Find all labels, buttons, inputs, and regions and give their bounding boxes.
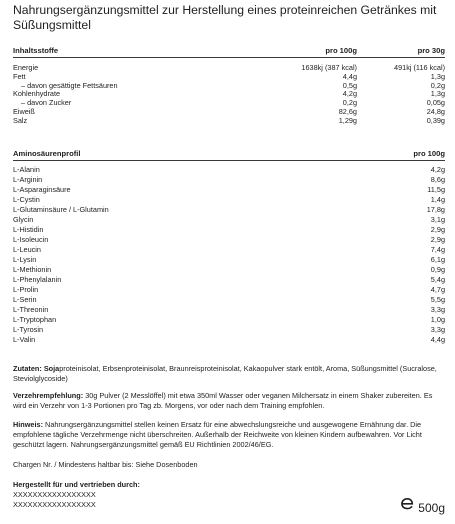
- net-weight: [400, 497, 445, 515]
- amino-row-value: 7,4g: [430, 245, 445, 254]
- amino-row-value: 8,6g: [430, 175, 445, 184]
- amino-row: [13, 315, 445, 325]
- nutrition-row-per-30g: 24,8g: [426, 107, 445, 116]
- estimated-sign-icon: [400, 497, 415, 515]
- nutrition-row-label: Salz: [13, 115, 28, 125]
- notice-text: Nahrungsergänzungsmittel stellen keinen Ersatz für eine abwechslungsreiche und ausgewogene Ernährung dar. Die empfohlene tägliche Verzehrmenge nicht überschreiten. Außerhalb der Reichweite von kleinen Kindern aufbewahren. Vor Licht geschützt lagern. Nahrungsergänzungsmittel gemäß EU Richtlinien 2002/46/EG.: [13, 420, 422, 449]
- amino-row: [13, 185, 445, 195]
- amino-row: [13, 335, 445, 345]
- nutrition-header-label: Inhaltsstoffe: [13, 46, 59, 55]
- amino-row-label: L-Phenylalanin: [13, 275, 62, 284]
- amino-row-value: 0,9g: [430, 265, 445, 274]
- nutrition-row-per-30g: 1,3g: [430, 71, 445, 81]
- amino-row-label: L-Histidin: [13, 225, 44, 234]
- amino-row-value: 4,2g: [430, 165, 445, 174]
- amino-row-value: 3,1g: [430, 215, 445, 224]
- amino-row-value: 5,4g: [430, 275, 445, 284]
- ingredients-text: proteinisolat, Erbsenproteinisolat, Braunreisproteinisolat, Kakaopulver stark entölt, Aroma, Süßungsmittel (Sucralose, Steviolglycoside): [13, 364, 437, 383]
- batch-info: Chargen Nr. / Mindestens haltbar bis: Siehe Dosenboden: [13, 460, 198, 469]
- notice-label: Hinweis:: [13, 420, 44, 429]
- amino-row-value: 2,9g: [430, 235, 445, 244]
- amino-header-col-100g: pro 100g: [413, 149, 445, 158]
- net-weight-value: 500g: [418, 501, 445, 515]
- amino-row: [13, 165, 445, 175]
- usage-label: Verzehrempfehlung:: [13, 391, 84, 400]
- nutrition-row-label: – davon gesättigte Fettsäuren: [21, 80, 118, 90]
- amino-row-value: 1,4g: [430, 195, 445, 204]
- nutrition-header-col-100g: pro 100g: [325, 46, 357, 55]
- amino-row-label: L-Leucin: [13, 245, 41, 254]
- amino-row-label: L-Cystin: [13, 195, 40, 204]
- amino-row-label: Glycin: [13, 215, 34, 224]
- nutrition-row-per-30g: 1,3g: [430, 89, 445, 99]
- nutrition-row-per-100g: 4,4g: [342, 71, 357, 81]
- usage-text: 30g Pulver (2 Messlöffel) mit etwa 350ml Wasser oder veganen Milchersatz in einem Shaker zubereiten. Es wird ein Verzehr von 1-3 Portionen pro Tag zb. Morgens, vor oder nach dem Training empfohlen.: [13, 391, 433, 410]
- amino-row-value: 4,7g: [430, 285, 445, 294]
- notice-block: [13, 420, 445, 450]
- amino-row: [13, 215, 445, 225]
- amino-row: [13, 295, 445, 305]
- amino-row-value: 4,4g: [430, 335, 445, 344]
- amino-row-value: 6,1g: [430, 255, 445, 264]
- amino-row-label: L-Serin: [13, 295, 37, 304]
- amino-row-value: 17,8g: [426, 205, 445, 214]
- amino-row: [13, 175, 445, 185]
- ingredients-label: Zutaten:: [13, 364, 42, 373]
- product-title: Nahrungsergänzungsmittel zur Herstellung eines proteinreichen Getränkes mit Süßungsmittel: [13, 3, 437, 32]
- nutrition-row-per-100g: 4,2g: [342, 89, 357, 99]
- nutrition-row-label: Fett: [13, 71, 26, 81]
- amino-row: [13, 205, 445, 215]
- amino-row: [13, 255, 445, 265]
- manufacturer-block: [13, 480, 313, 510]
- amino-row-label: L-Lysin: [13, 255, 37, 264]
- amino-row: [13, 235, 445, 245]
- manufacturer-line-1: XXXXXXXXXXXXXXXXX: [13, 490, 96, 499]
- nutrition-row-label: Kohlenhydrate: [13, 89, 61, 99]
- manufacturer-label: Hergestellt für und vertrieben durch:: [13, 480, 140, 489]
- amino-row-value: 3,3g: [430, 325, 445, 334]
- amino-row-value: 1,0g: [430, 315, 445, 324]
- amino-row: [13, 275, 445, 285]
- amino-row-label: L-Asparaginsäure: [13, 185, 71, 194]
- amino-header: [13, 148, 445, 160]
- amino-row: [13, 195, 445, 205]
- amino-row-label: L-Arginin: [13, 175, 43, 184]
- amino-row-label: L-Tryptophan: [13, 315, 57, 324]
- amino-row: [13, 245, 445, 255]
- amino-row-value: 2,9g: [430, 225, 445, 234]
- amino-row: [13, 325, 445, 335]
- amino-row: [13, 305, 445, 315]
- nutrition-row-per-100g: 82,6g: [338, 107, 357, 116]
- amino-row-label: L-Valin: [13, 335, 36, 344]
- nutrition-row-per-100g: 0,5g: [342, 80, 357, 90]
- nutrition-header: [13, 45, 445, 57]
- amino-row-label: L-Tyrosin: [13, 325, 44, 334]
- nutrition-row-per-30g: 0,39g: [426, 115, 445, 125]
- nutrition-row-per-30g: 0,2g: [430, 80, 445, 90]
- amino-row-label: L-Alanin: [13, 165, 40, 174]
- nutrition-row-per-100g: 1,29g: [338, 115, 357, 125]
- nutrition-header-col-30g: pro 30g: [417, 46, 445, 55]
- amino-row-value: 3,3g: [430, 305, 445, 314]
- amino-header-divider: [13, 160, 445, 161]
- nutrition-row-per-100g: 0,2g: [342, 98, 357, 108]
- amino-row-value: 11,5g: [427, 185, 445, 194]
- amino-row-value: 5,5g: [430, 295, 445, 304]
- manufacturer-line-2: XXXXXXXXXXXXXXXXX: [13, 500, 96, 509]
- nutrition-row: [13, 116, 445, 126]
- nutrition-row-label: Eiweiß: [13, 107, 35, 116]
- amino-row-label: L-Glutaminsäure / L-Glutamin: [13, 205, 109, 214]
- usage-block: [13, 391, 445, 411]
- nutrition-row-label: Energie: [13, 63, 39, 72]
- nutrition-row-per-30g: 0,05g: [426, 98, 445, 108]
- amino-row-label: L-Prolin: [13, 285, 39, 294]
- amino-row: [13, 265, 445, 275]
- amino-row-label: L-Threonin: [13, 305, 49, 314]
- nutrition-row-per-100g: 1638kj (387 kcal): [301, 63, 357, 72]
- amino-row-label: L-Methionin: [13, 265, 52, 274]
- amino-row: [13, 225, 445, 235]
- amino-header-label: Aminosäurenprofil: [13, 149, 81, 158]
- nutrition-row-label: – davon Zucker: [21, 98, 72, 108]
- ingredients-block: [13, 364, 445, 384]
- ingredients-allergen: Soja: [43, 364, 60, 373]
- amino-row-label: L-Isoleucin: [13, 235, 49, 244]
- nutrition-header-divider: [13, 57, 445, 58]
- amino-row: [13, 285, 445, 295]
- nutrition-row-per-30g: 491kj (116 kcal): [394, 63, 445, 72]
